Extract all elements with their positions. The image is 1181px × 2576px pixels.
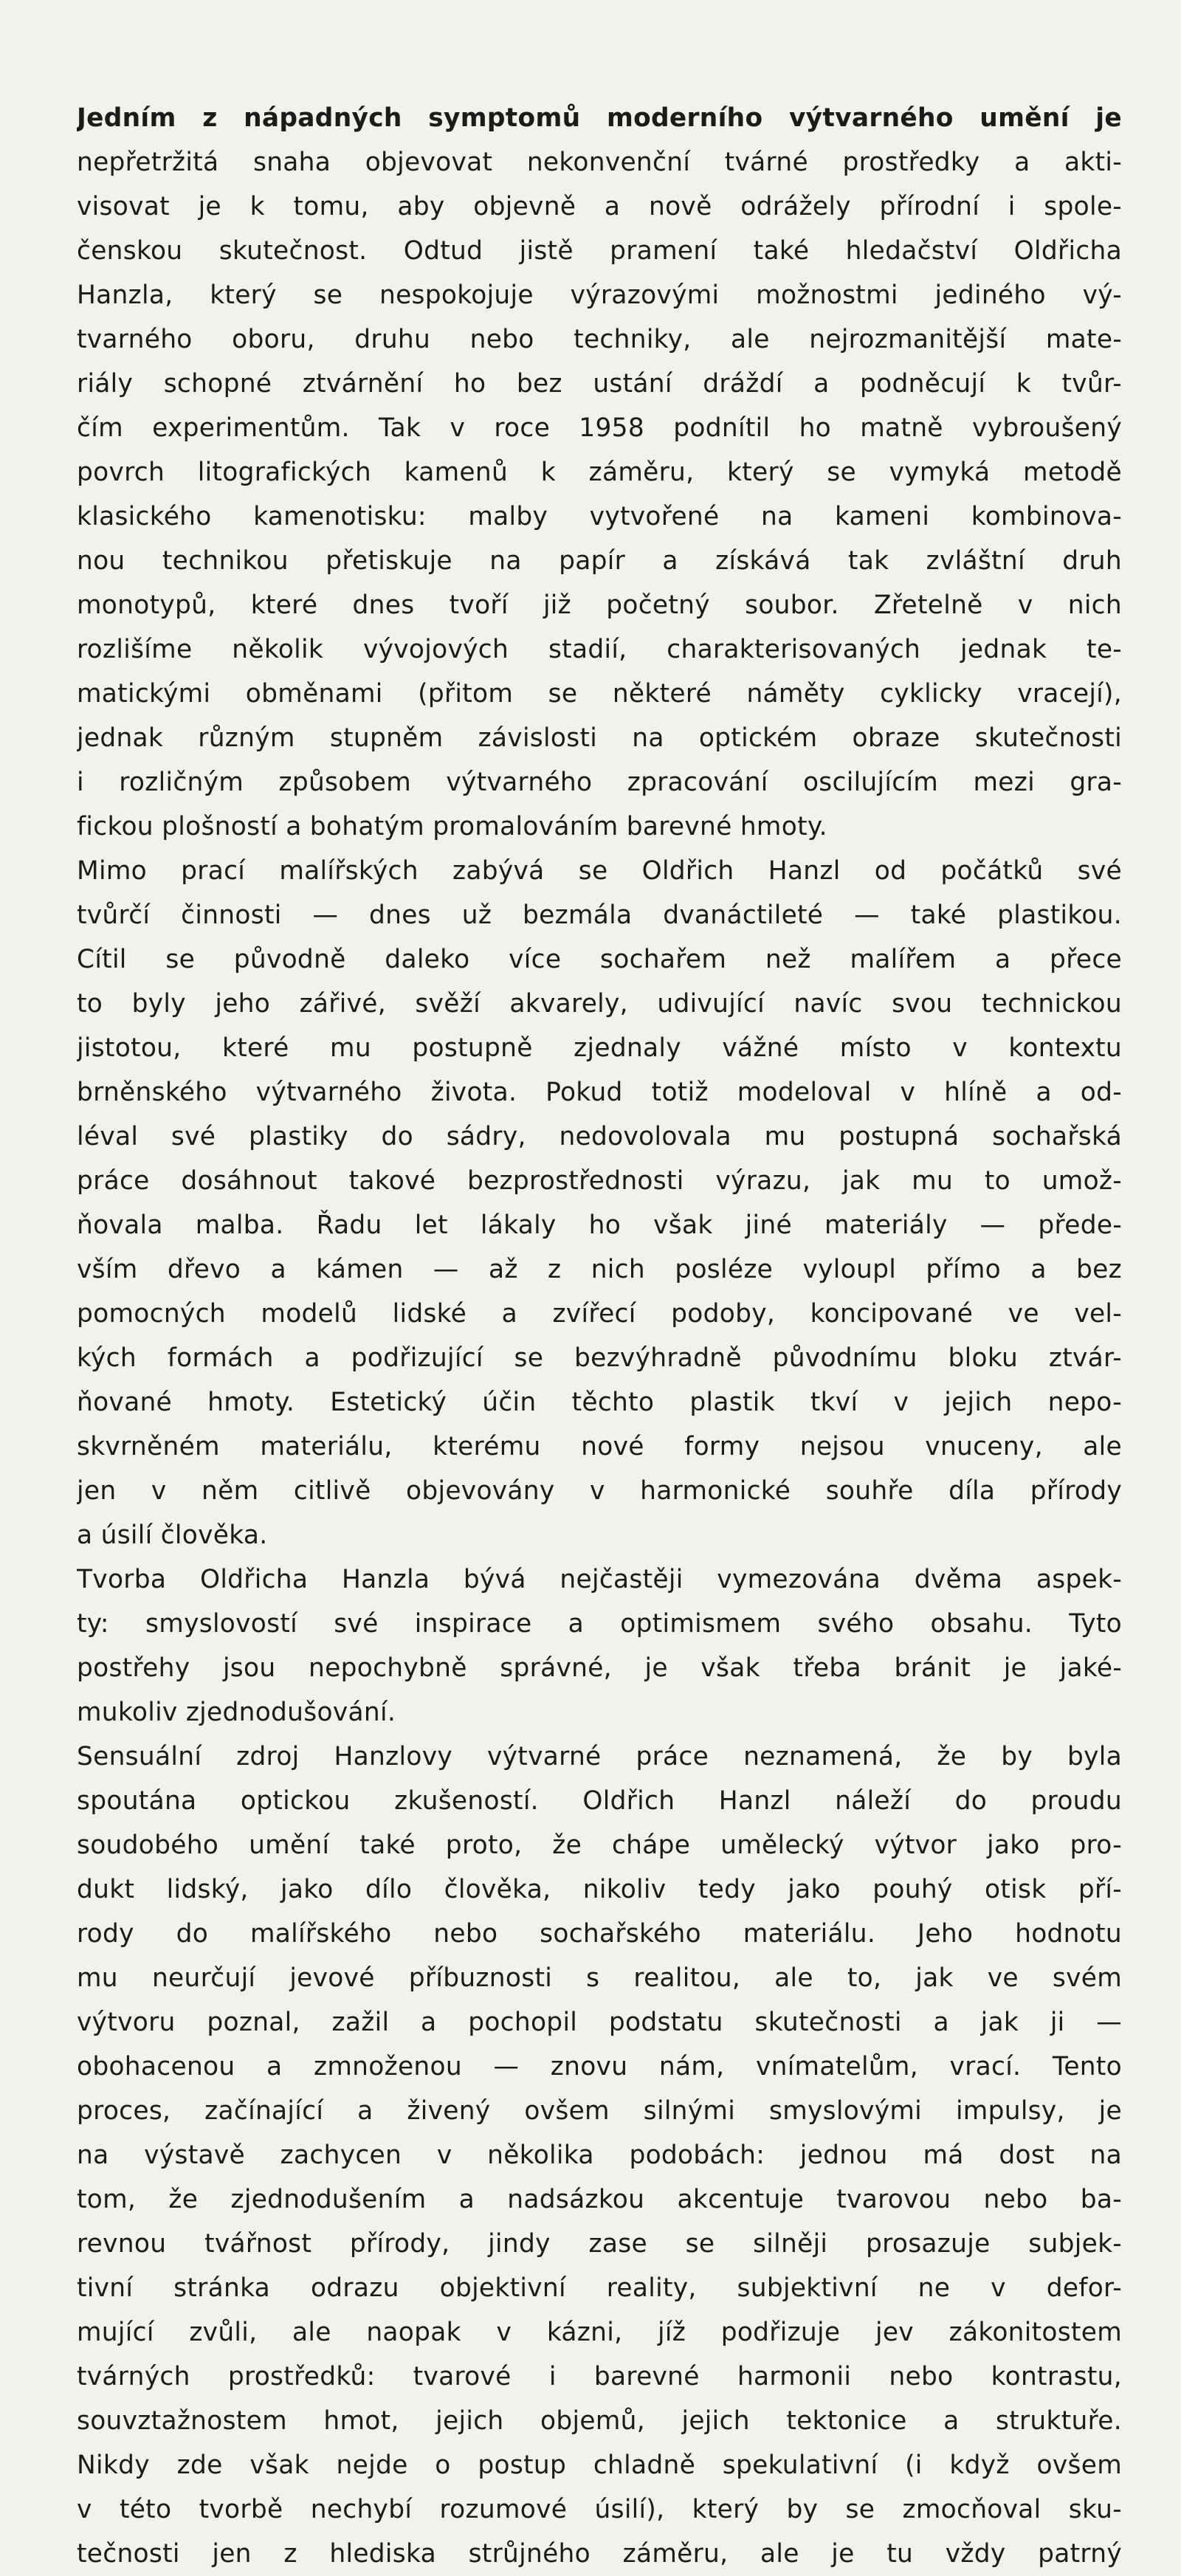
text-line: jen v něm citlivě objevovány v harmonické souhře díla přírody bbox=[77, 1476, 1122, 1506]
text-line: rody do malířského nebo sochařského materiálu. Jeho hodnotu bbox=[77, 1919, 1122, 1949]
text-line: visovat je k tomu, aby objevně a nově odrážely přírodní i spole- bbox=[77, 192, 1122, 221]
text-line: a úsilí člověka. bbox=[77, 1521, 268, 1550]
text-line: vším dřevo a kámen — až z nich posléze vyloupl přímo a bez bbox=[77, 1255, 1122, 1284]
text-line: Cítil se původně daleko více sochařem než malířem a přece bbox=[77, 945, 1122, 974]
text-line: proces, začínající a živený ovšem silnými smyslovými impulsy, je bbox=[77, 2096, 1122, 2126]
text-line: tvárných prostředků: tvarové i barevné harmonii nebo kontrastu, bbox=[77, 2362, 1122, 2391]
text-line: nepřetržitá snaha objevovat nekonvenční tvárné prostředky a akti- bbox=[77, 148, 1122, 177]
text-line: Tvorba Oldřicha Hanzla bývá nejčastěji vymezována dvěma aspek- bbox=[77, 1565, 1122, 1594]
text-line: Hanzla, který se nespokojuje výrazovými možnostmi jediného vý- bbox=[77, 280, 1122, 310]
text-line: ty: smyslovostí své inspirace a optimismem svého obsahu. Tyto bbox=[77, 1609, 1122, 1639]
text-line: v této tvorbě nechybí rozumové úsilí), který by se zmocňoval sku- bbox=[77, 2495, 1122, 2524]
text-line: fickou plošností a bohatým promalováním barevné hmoty. bbox=[77, 812, 827, 841]
text-line: nou technikou přetiskuje na papír a získává tak zvláštní druh bbox=[77, 546, 1122, 576]
text-line: Mimo prací malířských zabývá se Oldřich Hanzl od počátků své bbox=[77, 856, 1122, 886]
text-line: souvztažnostem hmot, jejich objemů, jejich tektonice a struktuře. bbox=[77, 2406, 1122, 2436]
text-line: pomocných modelů lidské a zvířecí podoby, koncipované ve vel- bbox=[77, 1299, 1122, 1329]
text-line: monotypů, které dnes tvoří již početný soubor. Zřetelně v nich bbox=[77, 590, 1122, 620]
text-line: revnou tvářnost přírody, jindy zase se silněji prosazuje subjek- bbox=[77, 2229, 1122, 2259]
text-line: mující zvůli, ale naopak v kázni, jíž podřizuje jev zákonitostem bbox=[77, 2318, 1122, 2347]
text-line: léval své plastiky do sádry, nedovolovala mu postupná sochařská bbox=[77, 1122, 1122, 1151]
text-line: kých formách a podřizující se bezvýhradně původnímu bloku ztvár- bbox=[77, 1343, 1122, 1373]
text-line: matickými obměnami (přitom se některé náměty cyklicky vracejí), bbox=[77, 679, 1122, 709]
text-line: tivní stránka odrazu objektivní reality, subjektivní ne v defor- bbox=[77, 2273, 1122, 2303]
text-line: klasického kamenotisku: malby vytvořené na kameni kombinova- bbox=[77, 502, 1122, 531]
text-line: tom, že zjednodušením a nadsázkou akcentuje tvarovou nebo ba- bbox=[77, 2185, 1122, 2214]
text-line: to byly jeho zářivé, svěží akvarely, udivující navíc svou technickou bbox=[77, 989, 1122, 1019]
text-line: soudobého umění také proto, že chápe umělecký výtvor jako pro- bbox=[77, 1831, 1122, 1860]
text-line: na výstavě zachycen v několika podobách: jednou má dost na bbox=[77, 2141, 1122, 2170]
text-line: výtvoru poznal, zažil a pochopil podstatu skutečnosti a jak ji — bbox=[77, 2008, 1122, 2037]
text-line: postřehy jsou nepochybně správné, je však třeba bránit je jaké- bbox=[77, 1653, 1122, 1683]
text-line: mu neurčují jevové příbuznosti s realitou, ale to, jak ve svém bbox=[77, 1963, 1122, 1993]
body-text bbox=[77, 96, 1122, 2576]
text-line: spoutána optickou zkušeností. Oldřich Hanzl náleží do proudu bbox=[77, 1786, 1122, 1816]
text-line: dukt lidský, jako dílo člověka, nikoliv tedy jako pouhý otisk pří- bbox=[77, 1875, 1122, 1904]
text-line-opening: Jedním z nápadných symptomů moderního výtvarného umění je bbox=[77, 103, 1122, 133]
text-line: tvůrčí činnosti — dnes už bezmála dvanáctileté — také plastikou. bbox=[77, 900, 1122, 930]
text-line: riály schopné ztvárnění ho bez ustání dráždí a podněcují k tvůr- bbox=[77, 369, 1122, 399]
text-line: i rozličným způsobem výtvarného zpracování oscilujícím mezi gra- bbox=[77, 768, 1122, 797]
text-line: Sensuální zdroj Hanzlovy výtvarné práce neznamená, že by byla bbox=[77, 1742, 1122, 1771]
text-line: čenskou skutečnost. Odtud jistě pramení také hledačství Oldřicha bbox=[77, 236, 1122, 266]
text-line: mukoliv zjednodušování. bbox=[77, 1698, 396, 1727]
text-line: obohacenou a zmnoženou — znovu nám, vnímatelům, vrací. Tento bbox=[77, 2052, 1122, 2081]
text-line: Nikdy zde však nejde o postup chladně spekulativní (i když ovšem bbox=[77, 2451, 1122, 2480]
text-line: skvrněném materiálu, kterému nové formy nejsou vnuceny, ale bbox=[77, 1432, 1122, 1461]
text-line: jistotou, které mu postupně zjednaly vážné místo v kontextu bbox=[77, 1033, 1122, 1063]
text-line: jednak různým stupněm závislosti na optickém obraze skutečnosti bbox=[77, 723, 1122, 753]
text-line: ňované hmoty. Estetický účin těchto plastik tkví v jejich nepo- bbox=[77, 1388, 1122, 1417]
text-line: brněnského výtvarného života. Pokud totiž modeloval v hlíně a od- bbox=[77, 1078, 1122, 1107]
text-line: práce dosáhnout takové bezprostřednosti výrazu, jak mu to umož- bbox=[77, 1166, 1122, 1196]
text-line: povrch litografických kamenů k záměru, který se vymyká metodě bbox=[77, 458, 1122, 487]
text-line: ňovala malba. Řadu let lákaly ho však jiné materiály — přede- bbox=[77, 1210, 1122, 1240]
text-line: tvarného oboru, druhu nebo techniky, ale nejrozmanitější mate- bbox=[77, 325, 1122, 354]
text-line: čím experimentům. Tak v roce 1958 podnítil ho matně vybroušený bbox=[77, 413, 1122, 443]
text-line: rozlišíme několik vývojových stadií, charakterisovaných jednak te- bbox=[77, 635, 1122, 664]
text-line: tečnosti jen z hlediska strůjného záměru, ale je tu vždy patrný bbox=[77, 2539, 1122, 2569]
